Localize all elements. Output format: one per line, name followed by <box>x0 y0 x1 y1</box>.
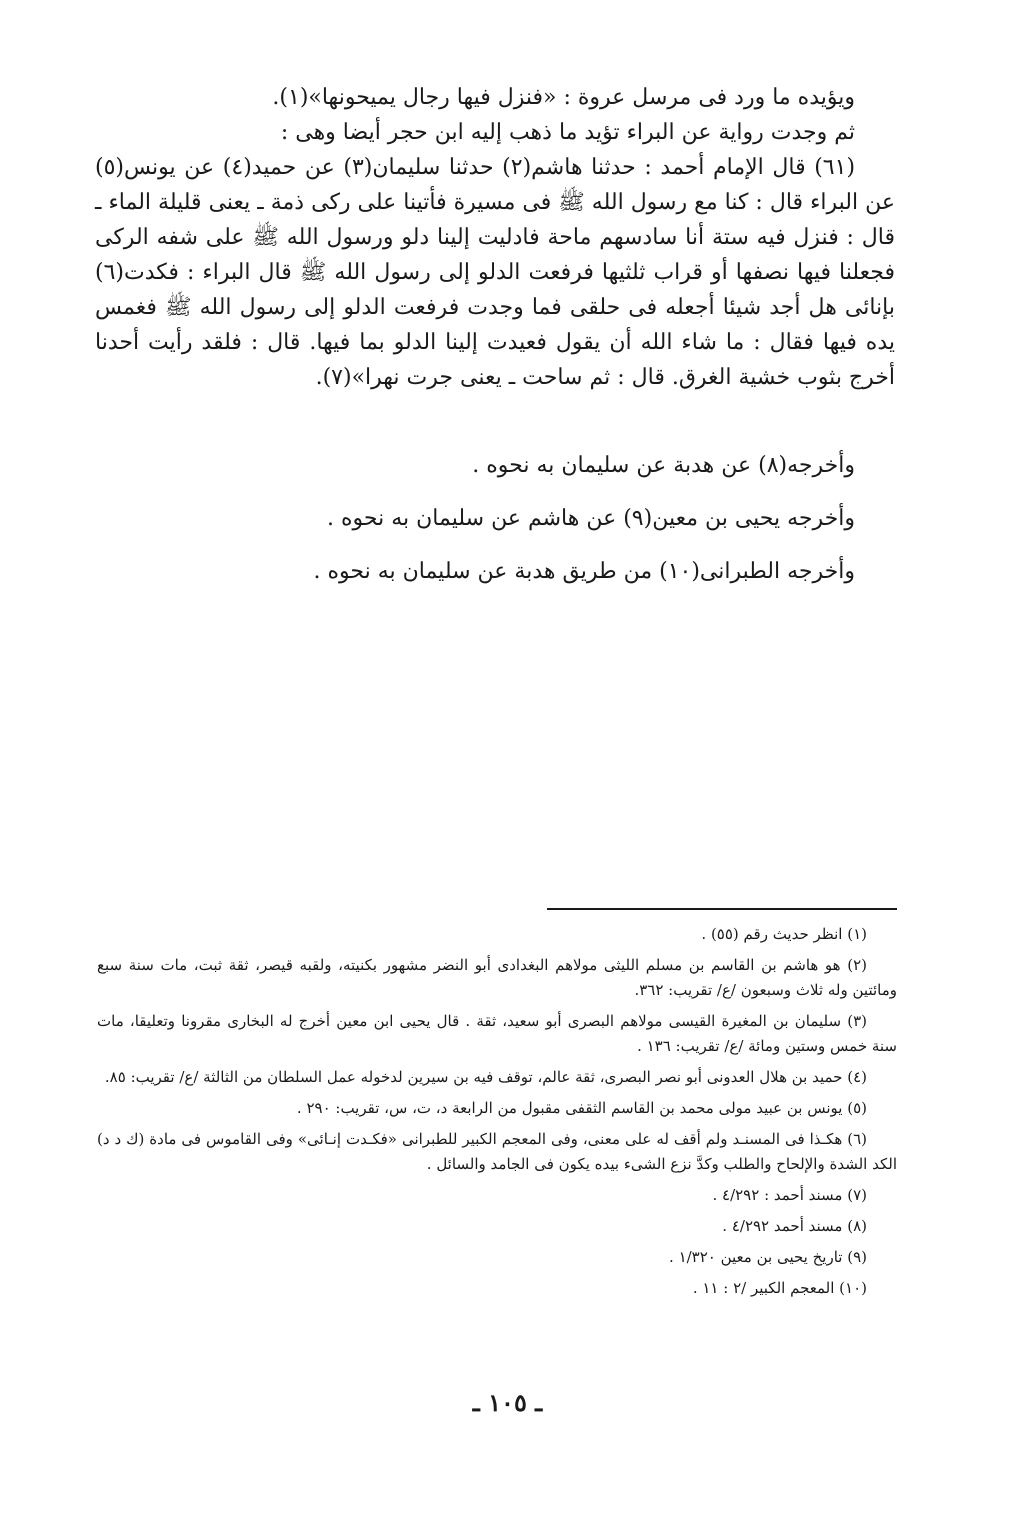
footnotes <box>97 922 897 1307</box>
footnote-3: (٣) سليمان بن المغيرة القيسى مولاهم البصرى أبو سعيد، ثقة . قال يحيى ابن معين أخرج له البخارى مقرونا وتعليقا، مات سنة خمس وستين ومائة /ع/ تقريب: ١٣٦ . <box>97 1012 897 1055</box>
footnote-4: (٤) حميد بن هلال العدونى أبو نصر البصرى، ثقة عالم، توقف فيه بن سيرين لدخوله عمل السلطان من الثالثة /ع/ تقريب: ٨٥. <box>104 1068 867 1086</box>
intro-line-1: ويؤيده ما ورد فى مرسل عروة : «فنزل فيها رجال يميحونها»(١). <box>272 85 855 110</box>
footnote-divider <box>547 908 897 910</box>
narration-1: وأخرجه(٨) عن هدبة عن سليمان به نحوه . <box>472 453 855 478</box>
footnote-9: (٩) تاريخ يحيى بن معين ١/٣٢٠ . <box>669 1248 867 1266</box>
hadith-text: (٦١) قال الإمام أحمد : حدثنا هاشم(٢) حدثنا سليمان(٣) عن حميد(٤) عن يونس(٥) عن البراء قال : كنا مع رسول الله ﷺ فى مسيرة فأتينا على ركى ذمة ـ يعنى قليلة الماء ـ قال : فنزل فيه ستة أنا سادسهم ماحة فادليت إلينا دلو ورسول الله ﷺ على شفه الركى فجعلنا فيها نصفها أو قراب ثلثيها فرفعت الدلو إلى رسول الله ﷺ قال البراء : فكدت(٦) بإنائى هل أجد شيئا أجعله فى حلقى فما وجدت فرفعت الدلو إلى رسول الله ﷺ فغمس يده فيها فقال : ما شاء الله أن يقول فعيدت إلينا الدلو بما فيها. قال : فلقد رأيت أحدنا أخرج بثوب خشية الغرق. قال : ثم ساحت ـ يعنى جرت نهرا»(٧). <box>95 155 895 390</box>
footnote-6: (٦) هكـذا فى المسنـد ولم أقف له على معنى، وفى المعجم الكبير للطبرانى «فكـدت إنـائى» وفى القاموس فى مادة (ك د د) الكد الشدة والإلحاح والطلب وكدَّ نزع الشىء بيده يكون فى الجامد والسائل . <box>97 1130 897 1173</box>
main-text <box>95 80 895 598</box>
spacer <box>95 395 895 439</box>
footnote-1: (١) انظر حديث رقم (٥٥) . <box>701 925 867 943</box>
narration-2: وأخرجه يحيى بن معين(٩) عن هاشم عن سليمان به نحوه . <box>327 506 855 531</box>
narration-3: وأخرجه الطبرانى(١٠) من طريق هدبة عن سليمان به نحوه . <box>313 559 855 584</box>
footnote-7: (٧) مسند أحمد : ٤/٢٩٢ . <box>712 1186 867 1204</box>
footnote-8: (٨) مسند أحمد ٤/٢٩٢ . <box>722 1217 867 1235</box>
footnote-2: (٢) هو هاشم بن القاسم بن مسلم الليثى مولاهم البغدادى أبو النضر مشهور بكنيته، ولقبه قيصر، ثقة ثبت، مات سنة سبع ومائتين وله ثلاث وسبعون /ع/ تقريب: ٣٦٢. <box>97 956 897 999</box>
footnote-5: (٥) يونس بن عبيد مولى محمد بن القاسم الثقفى مقبول من الرابعة د، ت، س، تقريب: ٢٩٠ . <box>296 1099 867 1117</box>
footnote-10: (١٠) المعجم الكبير /٢ : ١١ . <box>692 1279 867 1297</box>
intro-line-2: ثم وجدت رواية عن البراء تؤيد ما ذهب إليه ابن حجر أيضا وهى : <box>280 120 855 145</box>
page-number: ـ ١٠٥ ـ <box>472 1388 543 1417</box>
